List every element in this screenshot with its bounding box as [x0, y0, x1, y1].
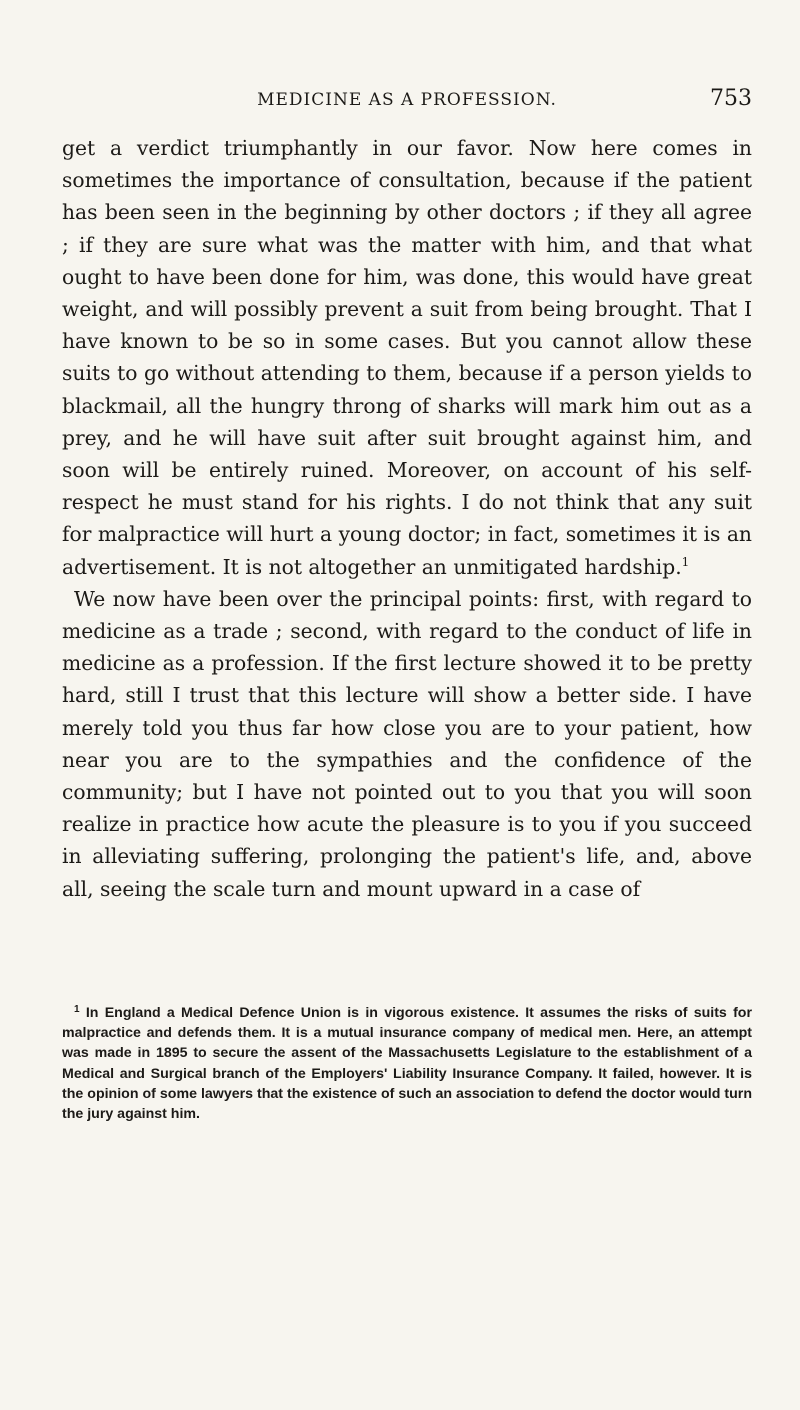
footnote-marker: 1	[74, 1004, 80, 1015]
footnote-reference: 1	[681, 554, 690, 569]
footnote-text: In England a Medical Defence Union is in vigorous existence. It assumes the risks of suits for malpractice and defends them. It is a mutual insurance company of medical men. Here, an attempt was made in 1895 to secure the assent of the Massachusetts Legislature to the establishment of a Medical and Surgical branch of the Employers' Liability Insurance Company. It failed, however. It is the opinion of some lawyers that the existence of such an association to defend the doctor would turn the jury against him.	[62, 1005, 752, 1123]
page-header	[62, 86, 752, 116]
running-head: MEDICINE AS A PROFESSION.	[257, 90, 557, 110]
footnote	[62, 1003, 752, 1124]
page-number: 753	[710, 86, 752, 111]
paragraph: We now have been over the principal points: first, with regard to medicine as a trade ; second, with regard to the conduct of life in medicine as a profession. If the first lecture showed it to be pretty hard, still I trust that this lecture will show a better side. I have merely told you thus far how close you are to your patient, how near you are to the sympathies and the confidence of the community; but I have not pointed out to you that you will soon realize in practice how acute the pleasure is to you if you succeed in alleviating suffering, prolonging the patient's life, and, above all, seeing the scale turn and mount upward in a case of	[62, 586, 752, 901]
body-text	[62, 132, 752, 905]
paragraph	[62, 132, 752, 583]
paragraph-text: get a verdict triumphantly in our favor. Now here comes in sometimes the importance of consultation, because if the patient has been seen in the beginning by other doctors ; if they all agree ; if they are sure what was the matter with him, and that what ought to have been done for him, was done, this would have great weight, and will possibly prevent a suit from being brought. That I have known to be so in some cases. But you cannot allow these suits to go without attending to them, because if a person yields to blackmail, all the hungry throng of sharks will mark him out as a prey, and he will have suit after suit brought against him, and soon will be entirely ruined. Moreover, on account of his self-respect he must stand for his rights. I do not think that any suit for malpractice will hurt a young doctor; in fact, sometimes it is an advertisement. It is not altogether an unmitigated hardship.	[62, 136, 752, 579]
